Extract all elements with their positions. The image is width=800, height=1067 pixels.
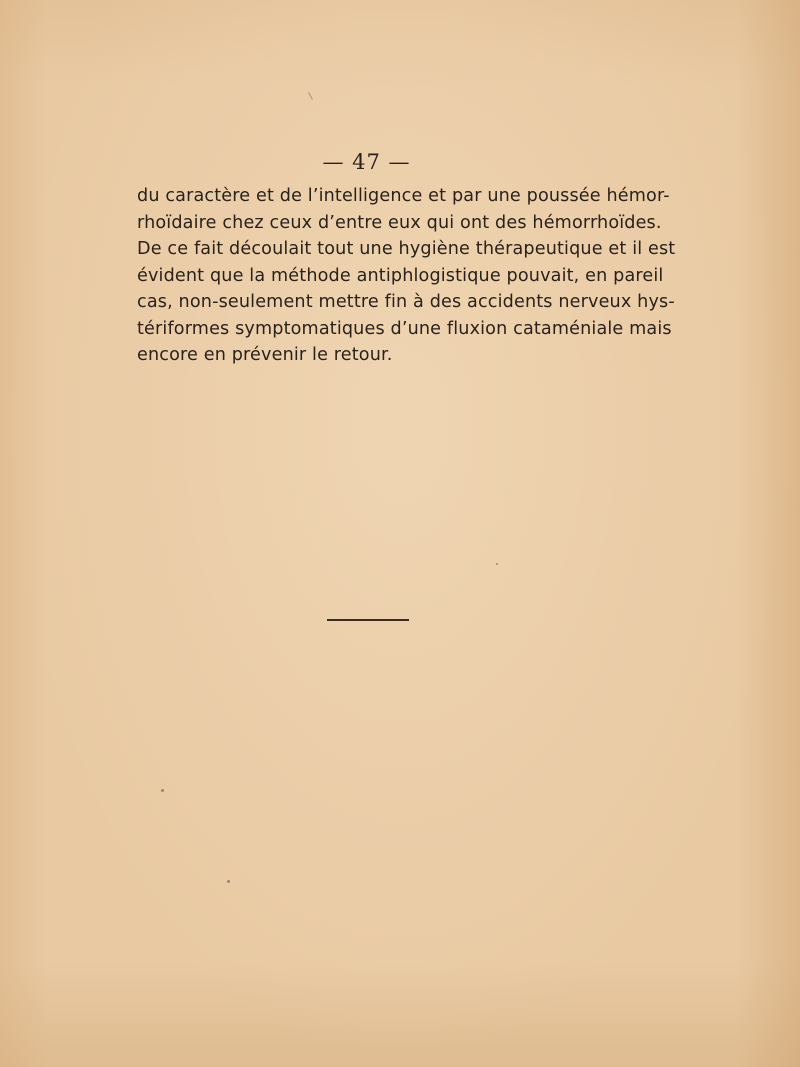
- text-line: encore en prévenir le retour.: [137, 345, 393, 365]
- paper-speck: [227, 880, 230, 883]
- body-text: [137, 183, 676, 369]
- text-line: cas, non-seulement mettre fin à des accidents nerveux hys-: [137, 292, 675, 312]
- paper-speck: [496, 563, 498, 565]
- text-line: De ce fait découlait tout une hygiène thérapeutique et il est: [137, 239, 676, 259]
- paper-speck: [161, 789, 164, 792]
- text-line: rhoïdaire chez ceux d’entre eux qui ont des hémorrhoïdes.: [137, 212, 662, 233]
- page-number: — 47 —: [322, 150, 411, 174]
- text-line: tériformes symptomatiques d’une fluxion cataméniale mais: [137, 318, 672, 339]
- text-line: du caractère et de l’intelligence et par une poussée hémor-: [137, 186, 670, 206]
- text-line: évident que la méthode antiphlogistique pouvait, en pareil: [137, 265, 664, 286]
- paper-mark: [308, 92, 313, 99]
- end-rule: [327, 619, 409, 621]
